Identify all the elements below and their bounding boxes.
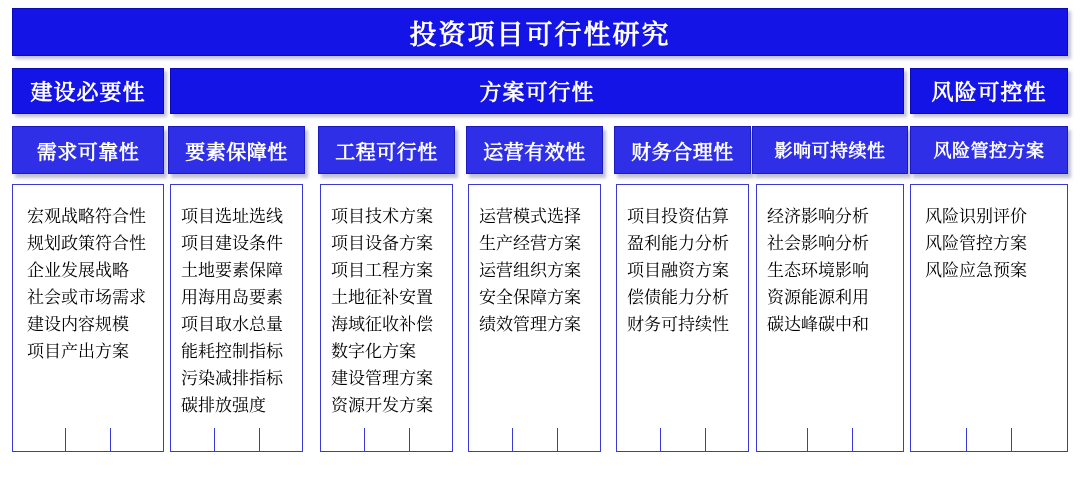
list-item: 偿债能力分析 (627, 288, 729, 307)
band-label: 方案可行性 (479, 79, 595, 105)
list-item: 土地征补安置 (331, 288, 433, 307)
list-item: 能耗控制指标 (181, 342, 283, 361)
list-item: 社会影响分析 (767, 234, 869, 253)
list-item: 盈利能力分析 (627, 234, 729, 253)
list-item: 项目融资方案 (627, 261, 729, 280)
column-body (616, 184, 749, 452)
column-header-label: 需求可靠性 (36, 141, 140, 164)
list-item: 风险应急预案 (925, 261, 1027, 280)
column-header-label: 风险管控方案 (933, 141, 1045, 161)
list-item: 宏观战略符合性 (27, 207, 146, 226)
column-header (168, 126, 305, 174)
list-item: 资源能源利用 (767, 288, 869, 307)
column-header (466, 126, 603, 174)
band-risk-controllability (910, 68, 1068, 114)
chevron-down-icon (364, 438, 410, 452)
band-label: 建设必要性 (30, 79, 146, 105)
list-item: 建设内容规模 (27, 315, 129, 334)
list-item: 生产经营方案 (479, 234, 581, 253)
diagram-title-label: 投资项目可行性研究 (409, 19, 671, 50)
diagram-title (12, 8, 1068, 56)
list-item: 项目设备方案 (331, 234, 433, 253)
list-item: 社会或市场需求 (27, 288, 146, 307)
list-item: 数字化方案 (331, 342, 416, 361)
list-item: 土地要素保障 (181, 261, 283, 280)
list-item: 生态环境影响 (767, 261, 869, 280)
column-header-label: 财务合理性 (631, 141, 734, 164)
list-item: 资源开发方案 (331, 396, 433, 415)
column-header-label: 影响可持续性 (774, 141, 886, 161)
list-item: 用海用岛要素 (181, 288, 283, 307)
chevron-down-icon (214, 438, 260, 452)
column-header (752, 126, 908, 174)
list-item: 规划政策符合性 (27, 234, 146, 253)
column-impact-sustainability (756, 126, 904, 452)
list-item: 污染减排指标 (181, 369, 283, 388)
list-item: 经济影响分析 (767, 207, 869, 226)
list-item: 项目技术方案 (331, 207, 433, 226)
column-operation-effectiveness (468, 126, 601, 452)
column-body (320, 184, 453, 452)
column-header (12, 126, 164, 174)
list-item: 项目工程方案 (331, 261, 433, 280)
column-body (910, 184, 1068, 452)
list-item: 绩效管理方案 (479, 315, 581, 334)
list-item: 碳排放强度 (181, 396, 266, 415)
list-item: 企业发展战略 (27, 261, 129, 280)
list-item: 海域征收补偿 (331, 315, 433, 334)
column-header (614, 126, 751, 174)
column-risk-control-plan (910, 126, 1068, 452)
list-item: 运营模式选择 (479, 207, 581, 226)
list-item: 运营组织方案 (479, 261, 581, 280)
column-demand-reliability (12, 126, 164, 452)
chevron-down-icon (660, 438, 706, 452)
list-item: 项目产出方案 (27, 342, 129, 361)
column-body (468, 184, 601, 452)
list-item: 项目建设条件 (181, 234, 283, 253)
list-item: 建设管理方案 (331, 369, 433, 388)
column-body (12, 184, 164, 452)
list-item: 风险识别评价 (925, 207, 1027, 226)
list-item: 风险管控方案 (925, 234, 1027, 253)
list-item: 项目选址选线 (181, 207, 283, 226)
column-header-label: 工程可行性 (335, 141, 438, 164)
list-item: 项目取水总量 (181, 315, 283, 334)
list-item: 安全保障方案 (479, 288, 581, 307)
column-financial-rationality (616, 126, 749, 452)
band-scheme-feasibility (170, 68, 904, 114)
column-engineering-feasibility (320, 126, 453, 452)
chevron-down-icon (65, 438, 111, 452)
band-label: 风险可控性 (931, 79, 1047, 105)
column-header (910, 126, 1068, 174)
column-body (756, 184, 904, 452)
list-item: 财务可持续性 (627, 315, 729, 334)
chevron-down-icon (512, 438, 558, 452)
column-header-label: 运营有效性 (483, 141, 586, 164)
column-body (170, 184, 303, 452)
band-construction-necessity (12, 68, 164, 114)
column-header (318, 126, 455, 174)
column-factor-assurance (170, 126, 303, 452)
list-item: 碳达峰碳中和 (767, 315, 869, 334)
list-item: 项目投资估算 (627, 207, 729, 226)
chevron-down-icon (807, 438, 853, 452)
column-header-label: 要素保障性 (185, 141, 288, 164)
chevron-down-icon (966, 438, 1012, 452)
